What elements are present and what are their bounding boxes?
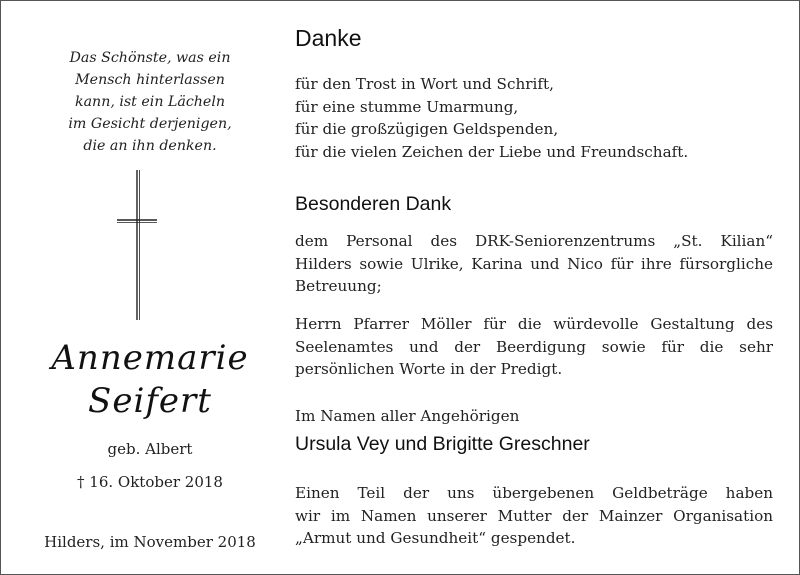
section-heading: Besonderen Dank [295, 193, 452, 215]
thanks-list [295, 73, 688, 163]
first-name: Annemarie [51, 338, 249, 378]
on-behalf: Im Namen aller Angehörigen [295, 407, 520, 425]
paragraph-line: Betreuung; [295, 277, 382, 295]
quote-line: im Gesicht derjenigen, [68, 116, 232, 132]
death-date: † 16. Oktober 2018 [77, 473, 223, 491]
paragraph-line: persönlichen Worte in der Predigt. [295, 360, 563, 378]
paragraph-line: Einen Teil der uns übergebenen Geldbeträge haben [295, 484, 773, 502]
thanks-line: für den Trost in Wort und Schrift, [295, 75, 554, 93]
birth-name: geb. Albert [107, 440, 193, 458]
donation-paragraph [295, 482, 773, 550]
paragraph-line: Seelenamtes und der Beerdigung sowie für die sehr [295, 337, 773, 356]
memorial-quote [20, 47, 280, 157]
thanks-line: für eine stumme Umarmung, [295, 97, 519, 116]
paragraph-line: wir im Namen unserer Mutter der Mainzer Organisation [295, 506, 773, 525]
paragraph-line: Herrn Pfarrer Möller für die würdevolle Gestaltung des [295, 315, 773, 333]
cross-icon [117, 170, 157, 320]
deceased-name [20, 337, 280, 423]
quote-line: die an ihn denken. [83, 138, 217, 154]
quote-line: Mensch hinterlassen [75, 72, 225, 88]
quote-line: Das Schönste, was ein [69, 50, 231, 66]
paragraph-line: Hilders sowie Ulrike, Karina und Nico für ihre fürsorgliche [295, 254, 773, 273]
page-title: Danke [295, 25, 362, 51]
pastor-paragraph [295, 313, 773, 381]
paragraph-line: dem Personal des DRK-Seniorenzentrums „St. Kilian“ [295, 232, 773, 250]
signatories: Ursula Vey und Brigitte Greschner [295, 433, 590, 455]
thanks-line: für die vielen Zeichen der Liebe und Freundschaft. [295, 142, 689, 161]
paragraph-line: „Armut und Gesundheit“ gespendet. [295, 529, 576, 547]
quote-line: kann, ist ein Lächeln [75, 94, 225, 110]
thanks-line: für die großzügigen Geldspenden, [295, 120, 559, 138]
last-name: Seifert [88, 381, 212, 421]
place-date: Hilders, im November 2018 [44, 533, 256, 551]
left-column [20, 0, 280, 575]
staff-paragraph [295, 230, 773, 298]
